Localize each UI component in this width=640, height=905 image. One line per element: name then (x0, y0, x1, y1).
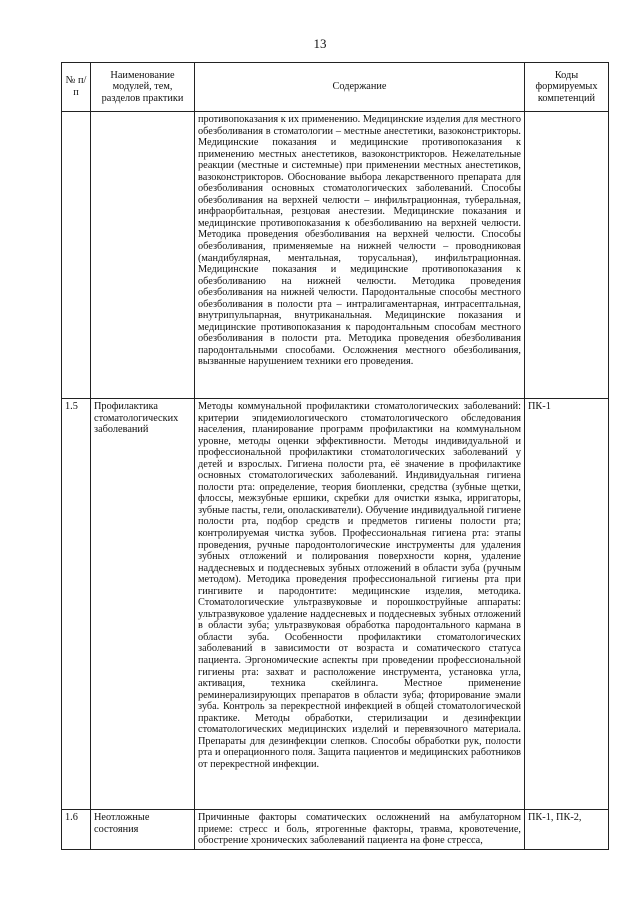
row-competencies (525, 112, 609, 399)
header-number: № п/п (62, 63, 91, 112)
table-row (62, 810, 609, 850)
row-content: Методы коммунальной профилактики стоматологических заболеваний: критерии эпидемиологического стоматологического обследования населения, планирование программ профилактики на коммунальном уровне, методы оценки эффективности. Методы индивидуальной и профессиональной профилактики стоматологических заболеваний у детей и взрослых. Гигиена полости рта, её значение в профилактике основных стоматологических заболеваний. Индивидуальная гигиена полости рта: определение, теория биопленки, средства (зубные щетки, флоссы, межзубные ершики, скребки для очистки языка, ирригаторы, зубные пасты, гели, ополаскиватели). Обучение индивидуальной гигиене полости рта, подбор средств и предметов гигиены полости рта; контролируемая чистка зубов. Профессиональная гигиена рта: этапы проведения, ручные пародонтологические инструменты для удаления зубных отложений и полирования поверхности корня, удаление наддесневых и поддесневых зубных отложений в области зуба (ручным методом). Методика проведения профессиональной гигиены рта при гингивите и пародонтите: медицинские изделия, методика. Стоматологические ультразвуковые и порошкоструйные аппараты: ультразвуковое удаление наддесневых и поддесневых зубных отложений в области зуба; ультразвуковая обработка пародонтального кармана в области зуба. Особенности профилактики стоматологических заболеваний в зависимости от возраста и соматического статуса пациента. Эргономические аспекты при проведении профессиональной гигиены рта: захват и расположение инструмента, установка угла, активация, техника скейлинга. Местное применение реминерализирующих препаратов в области зуба; фторирование эмали зуба. Контроль за перекрестной инфекцией в общей стоматологической практике. Методы обработки, стерилизации и дезинфекции стоматологических медицинских изделий и перевязочного материала. Препараты для дезинфекции слепков. Способы обработки рук, полости рта и операционного поля. Защита пациентов и медицинских работников от перекрестной инфекции. (195, 399, 525, 810)
row-competencies: ПК-1 (525, 399, 609, 810)
header-module-name: Наименование модулей, тем, разделов практики (91, 63, 195, 112)
row-module-name: Неотложные состояния (91, 810, 195, 850)
header-competencies: Коды формируемых компетенций (525, 63, 609, 112)
table-row (62, 112, 609, 399)
page-number: 13 (313, 36, 327, 51)
table-row (62, 399, 609, 810)
row-number: 1.5 (62, 399, 91, 810)
row-content: противопоказания к их применению. Медицинские изделия для местного обезболивания в стоматологии – местные анестетики, вазоконстрикторы. Медицинские показания и медицинские противопоказания к применению местных анестетиков, вазоконстрикторов. Нежелательные реакции (местные и системные) при применении местных анестетиков, вазоконстрикторов. Обоснование выбора лекарственного препарата для обезболивания основных стоматологических заболеваний. Способы обезболивания на верхней челюсти – инфильтрационная, туберальная, инфраорбитальная, резцовая анестезии. Медицинские показания и медицинские противопоказания к обезболиванию на верхней челюсти. Методика проведения обезболивания на верхней челюсти. Способы обезболивания, применяемые на нижней челюсти – проводниковая (мандибулярная, ментальная, торусальная), инфильтрационная. Медицинские показания и медицинские противопоказания к обезболиванию на нижней челюсти. Методика проведения обезболивания на нижней челюсти. Пародонтальные способы местного обезболивания в полости рта – интралигаментарная, интрасептальная, внутрипульпарная, внутриканальная. Медицинские показания и медицинские противопоказания к пародонтальным способам местного обезболивания в полости рта. Методика проведения обезболивания пародонтальными способами. Осложнения местного обезболивания, вызванные нарушением техники его проведения. (195, 112, 525, 399)
row-module-name: Профилактика стоматологических заболеваний (91, 399, 195, 810)
row-content: Причинные факторы соматических осложнений на амбулаторном приеме: стресс и боль, ятрогенные факторы, травма, кровотечение, обострение хронических заболеваний пациента на фоне стресса, (195, 810, 525, 850)
row-number: 1.6 (62, 810, 91, 850)
header-content: Содержание (195, 63, 525, 112)
curriculum-table (61, 62, 609, 850)
row-number (62, 112, 91, 399)
row-module-name (91, 112, 195, 399)
table-header-row (62, 63, 609, 112)
row-competencies: ПК-1, ПК-2, (525, 810, 609, 850)
